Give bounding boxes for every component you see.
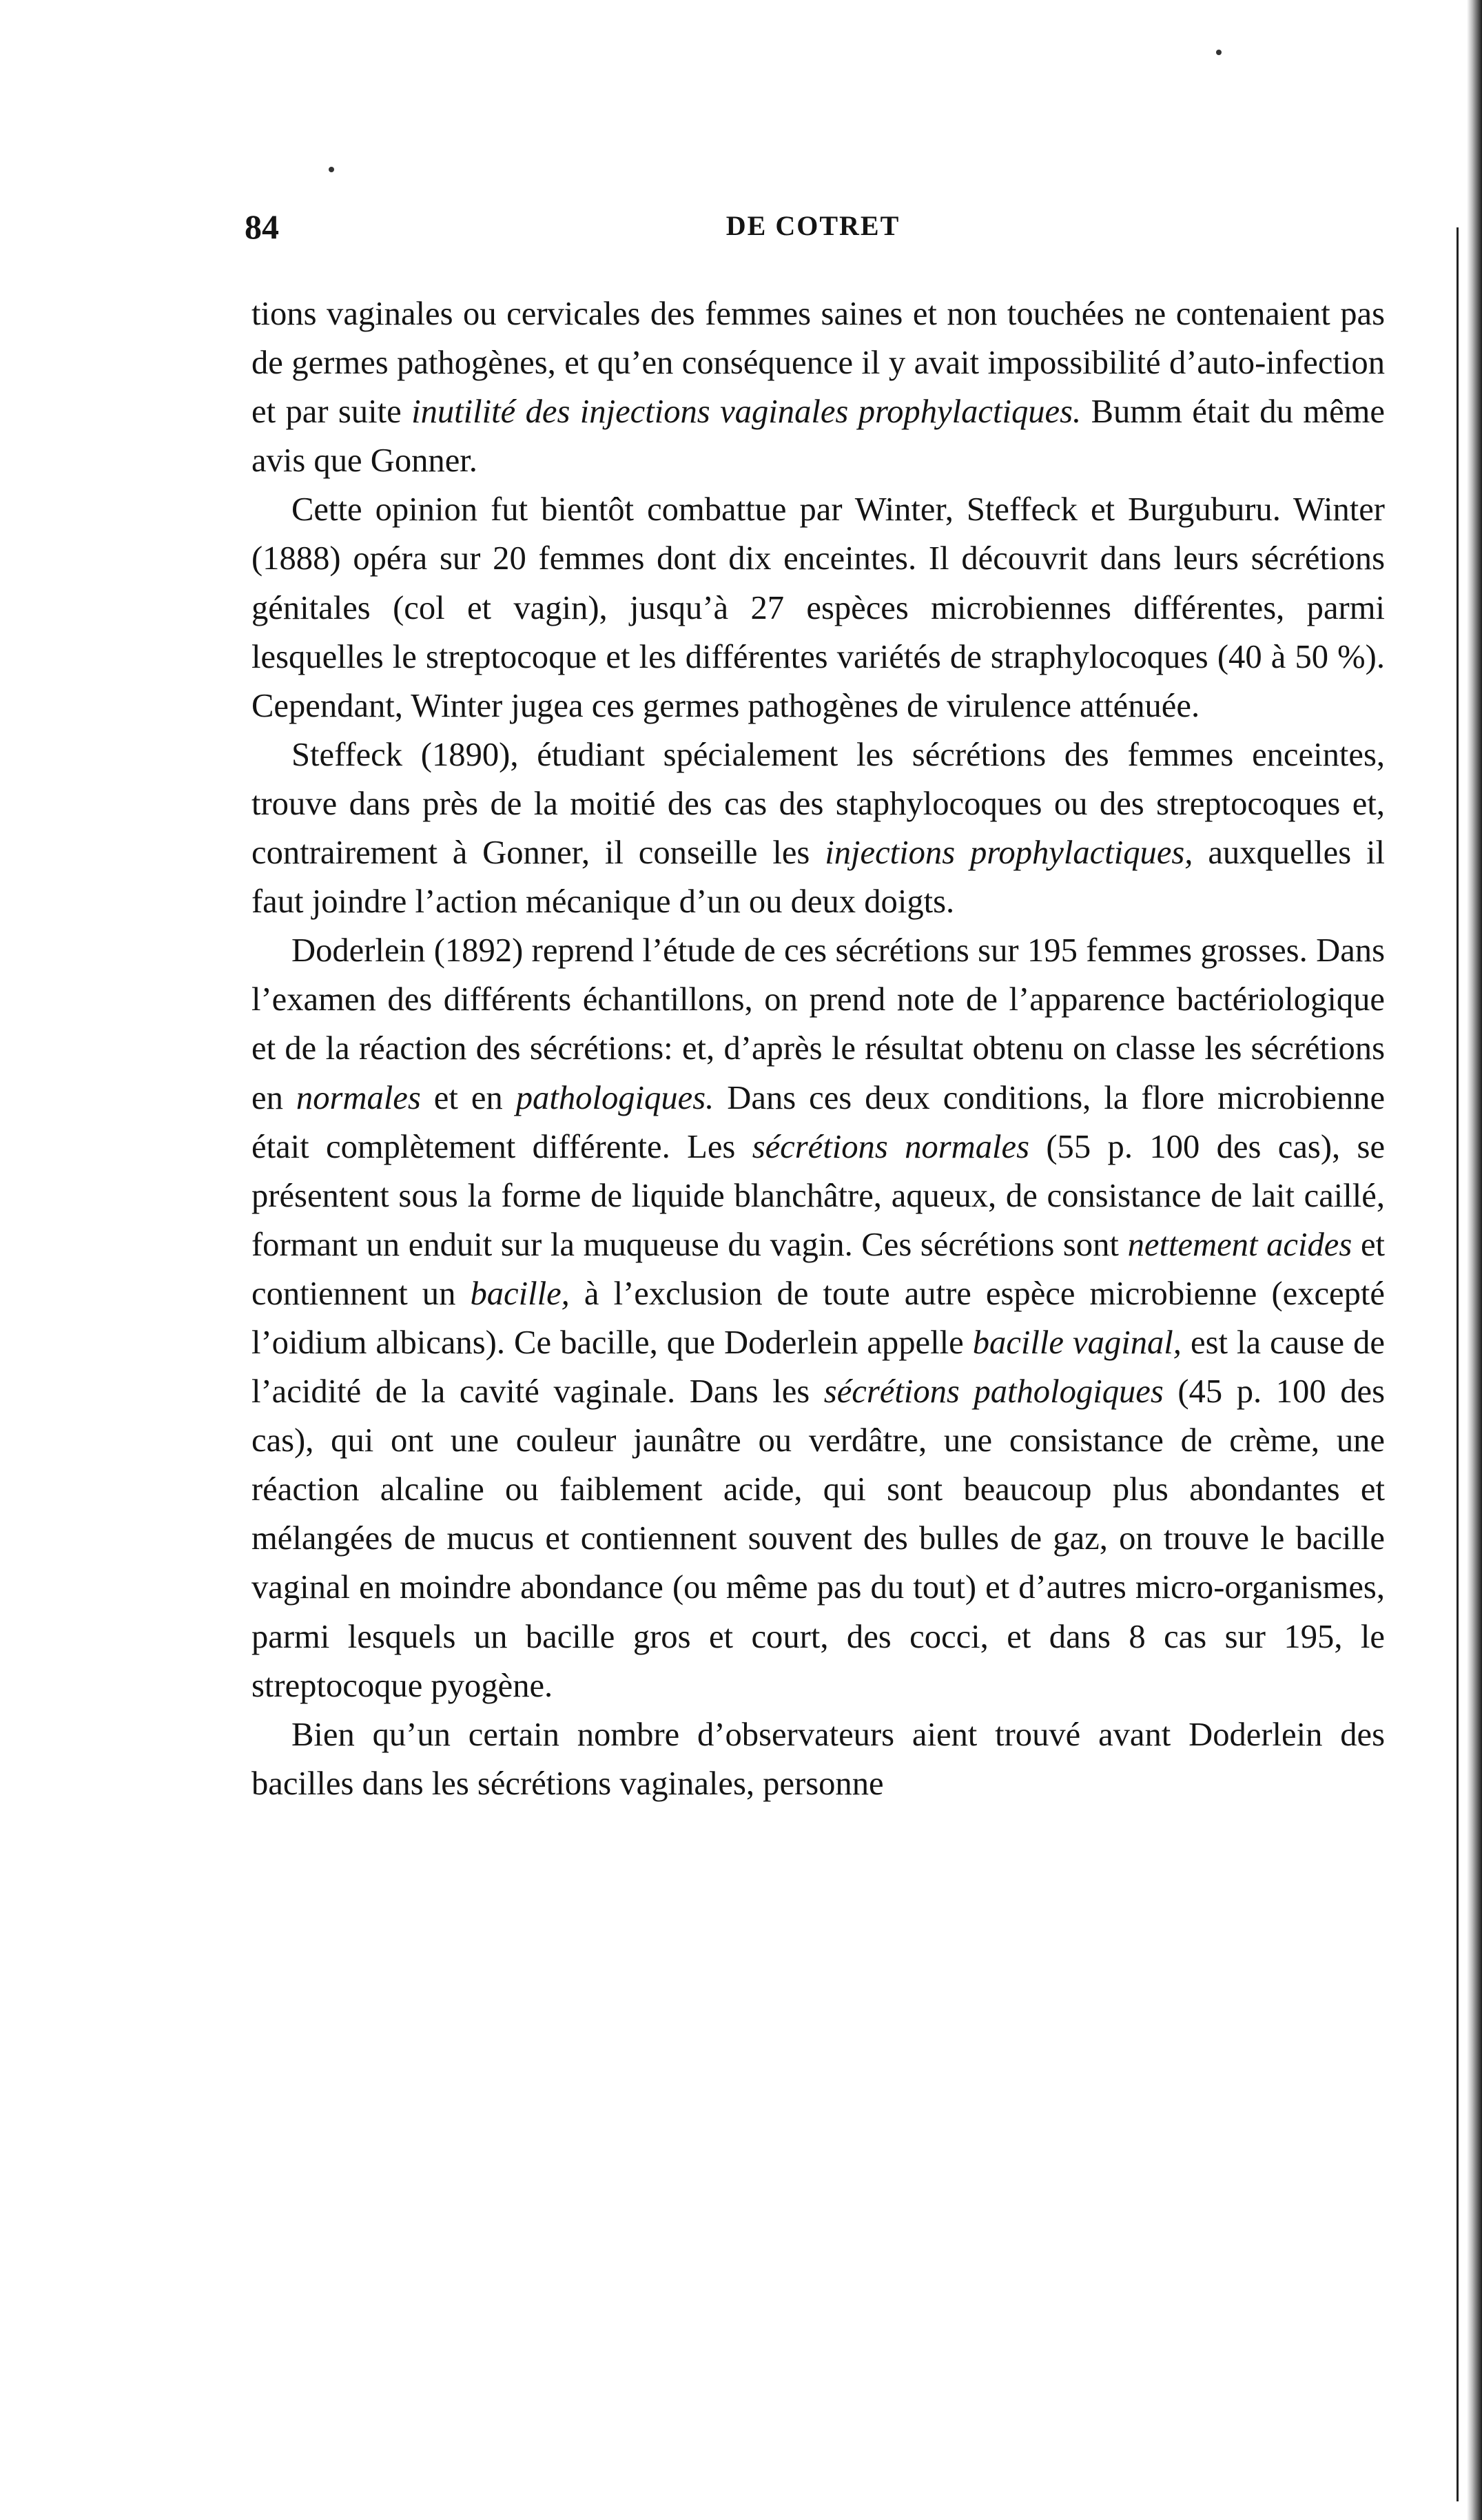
paragraph (251, 485, 1385, 730)
text-segment: Bien qu’un certain nombre d’observateurs aient trouvé avant Doderlein des bacilles dans les sécrétions vaginales, personne (251, 1715, 1385, 1802)
italic-text-segment: injections prophylactiques, (825, 834, 1193, 872)
text-segment: Cette opinion fut bientôt combattue par Winter, Steffeck et Burguburu. Winter (1888) opéra sur 20 femmes dont dix enceintes. Il découvrit dans leurs sécrétions génitales (col et vagin), jusqu’à 27 espèces microbiennes différentes, parmi lesquelles le streptocoque et les différentes variétés de straphylocoques (40 à 50 %). Cependant, Winter jugea ces germes pathogènes de virulence atténuée. (251, 491, 1385, 724)
page-edge-shadow (1467, 0, 1482, 2520)
italic-text-segment: bacille vaginal, (972, 1323, 1182, 1361)
italic-text-segment: bacille, (470, 1274, 570, 1312)
italic-text-segment: pathologiques. (515, 1078, 714, 1116)
text-segment: Dans ces deux conditions, la flore microbienne était complètement différente. Les (251, 1078, 1386, 1165)
paragraph (251, 926, 1385, 1710)
paragraph (251, 730, 1385, 926)
italic-text-segment: sécrétions pathologiques (823, 1373, 1164, 1411)
text-segment: tions vaginales ou cervicales des femmes saines et non touchées ne contenaient pas de germes pathogènes, et qu’en conséquence il y avait impossibilité d’auto-infection et par suite (251, 295, 1385, 431)
text-segment: et en (420, 1078, 516, 1116)
text-segment: auxquelles il faut joindre l’action mécanique d’un ou deux doigts. (251, 834, 1385, 921)
body-text (251, 289, 1385, 1808)
text-segment: Doderlein (1892) reprend l’étude de ces sécrétions sur 195 femmes grosses. Dans l’examen des différents échantillons, on prend note de l’apparence bactériologique et de la réaction des sécrétions: et, d’après le résultat obtenu on classe les sécrétions en (251, 932, 1385, 1116)
italic-text-segment: inutilité des injections vaginales prophylactiques. (411, 393, 1082, 431)
text-segment: Bumm était du même avis que Gonner. (251, 393, 1385, 480)
text-segment: (55 p. 100 des cas), se présentent sous la forme de liquide blanchâtre, aqueux, de consistance de lait caillé, formant un enduit sur la muqueuse du vagin. Ces sécrétions sont (251, 1127, 1386, 1263)
page-number: 84 (245, 207, 279, 246)
italic-text-segment: normales (296, 1078, 421, 1116)
ink-speck (329, 167, 334, 172)
page-header (245, 207, 1381, 262)
italic-text-segment: nettement acides (1127, 1225, 1352, 1263)
binding-shadow-line (1457, 227, 1459, 2501)
text-segment: Steffeck (1890), étudiant spécialement les sécrétions des femmes enceintes, trouve dans près de la moitié des cas des staphylocoques ou des streptocoques et, contrairement à Gonner, il conseille les (251, 735, 1385, 872)
text-segment: et contiennent un (251, 1225, 1386, 1312)
ink-speck (1216, 50, 1222, 55)
text-segment: (45 p. 100 des cas), qui ont une couleur jaunâtre ou verdâtre, une consistance de crème, une réaction alcaline ou faiblement acide, qui sont beaucoup plus abondantes et mélangées de mucus et contiennent souvent des bulles de gaz, on trouve le bacille vaginal en moindre abondance (ou même pas du tout) et d’autres micro-organismes, parmi lesquels un bacille gros et court, des cocci, et dans 8 cas sur 195, le streptocoque pyogène. (251, 1373, 1385, 1704)
text-segment: est la cause de l’acidité de la cavité vaginale. Dans les (251, 1323, 1385, 1411)
italic-text-segment: sécrétions normales (752, 1127, 1029, 1165)
paragraph (251, 289, 1385, 485)
running-head: DE COTRET (725, 210, 900, 241)
text-segment: à l’exclusion de toute autre espèce microbienne (excepté l’oidium albicans). Ce bacille, que Doderlein appelle (251, 1274, 1385, 1361)
paragraph (251, 1710, 1385, 1808)
